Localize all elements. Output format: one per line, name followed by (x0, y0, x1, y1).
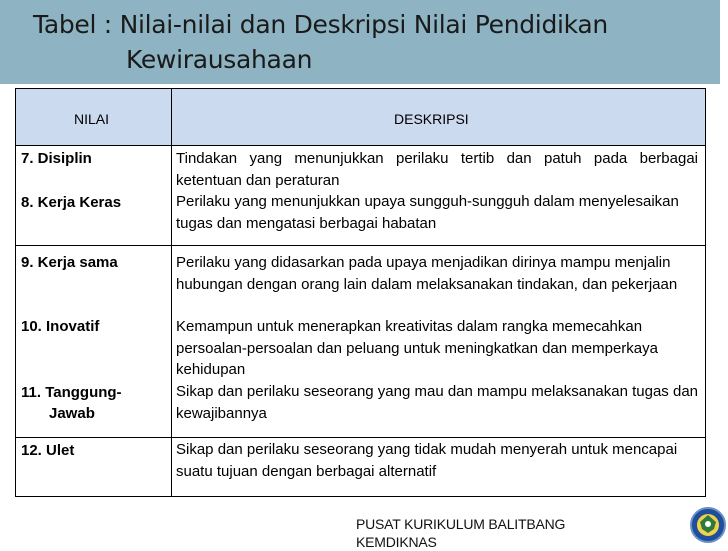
values-table (15, 88, 706, 497)
nilai-tanggung-jawab-line2: Jawab (49, 405, 95, 422)
title-bar (0, 0, 720, 84)
page-title: Tabel : Nilai-nilai dan Deskripsi Nilai Pendidikan (33, 10, 608, 39)
header-deskripsi: DESKRIPSI (394, 111, 469, 127)
deskripsi-kerja-sama: Perilaku yang didasarkan pada upaya menjadikan dirinya mampu menjalin hubungan dengan orang lain dalam melaksanakan tindakan, dan pekerjaan (176, 254, 678, 293)
row-divider (16, 437, 705, 438)
header-nilai: NILAI (74, 111, 110, 127)
nilai-kerja-sama: 9. Kerja sama (21, 254, 118, 271)
deskripsi-ulet: Sikap dan perilaku seseorang yang tidak mudah menyerah untuk mencapai suatu tujuan dengan berbagai alternatif (176, 441, 678, 480)
footer-line1: PUSAT KURIKULUM BALITBANG (356, 516, 566, 532)
nilai-inovatif: 10. Inovatif (21, 318, 100, 335)
tut-wuri-handayani-logo-icon (688, 505, 728, 545)
nilai-ulet: 12. Ulet (21, 442, 75, 459)
nilai-kerja-keras: 8. Kerja Keras (21, 194, 122, 211)
page-title-continued: Kewirausahaan (126, 45, 313, 74)
row-divider (16, 245, 705, 246)
table-header (16, 89, 705, 146)
footer-institution (356, 515, 565, 551)
nilai-tanggung-jawab-line1: 11. Tanggung- (21, 384, 122, 401)
nilai-disiplin: 7. Disiplin (21, 150, 92, 167)
deskripsi-kerja-keras: Perilaku yang menunjukkan upaya sungguh-sungguh dalam menyelesaikan tugas dan mengatasi berbagai habatan (176, 193, 679, 232)
footer-line2: KEMDIKNAS (356, 534, 437, 550)
deskripsi-inovatif: Kemampun untuk menerapkan kreativitas dalam rangka memecahkan persoalan-persoalan dan peluang untuk meningkatkan dan memperkaya kehidupan (176, 318, 658, 378)
deskripsi-tanggung-jawab: Sikap dan perilaku seseorang yang mau dan mampu melaksanakan tugas dan kewajibannya (176, 383, 698, 422)
column-divider (171, 89, 172, 496)
deskripsi-disiplin: Tindakan yang menunjukkan perilaku tertib dan patuh pada berbagai ketentuan dan peraturan (176, 150, 698, 189)
